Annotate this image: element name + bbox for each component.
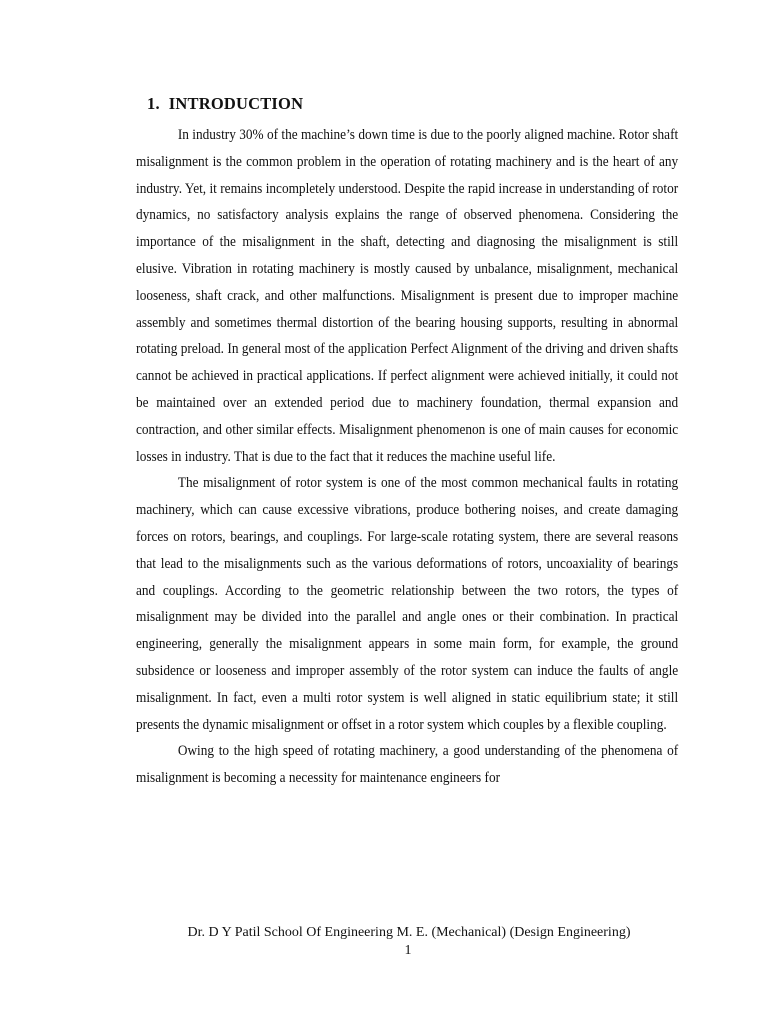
page-footer [0, 924, 768, 960]
body-text [136, 122, 678, 792]
paragraph-2: The misalignment of rotor system is one of the most common mechanical faults in rotating machinery, which can cause excessive vibrations, produce bothering noises, and create damaging forces on rotors, bearings, and couplings. For large-scale rotating system, there are several reasons that lead to the misalignments such as the various deformations of rotors, uncoaxiality of bearings and couplings. According to the geometric relationship between the two rotors, the types of misalignment may be divided into the parallel and angle ones or their combination. In practical engineering, generally the misalignment appears in some main form, for example, the ground subsidence or looseness and improper assembly of the rotor system can induce the faults of angle misalignment. In fact, even a multi rotor system is well aligned in static equilibrium state; it still presents the dynamic misalignment or offset in a rotor system which couples by a flexible coupling. [136, 475, 679, 733]
section-title: INTRODUCTION [168, 94, 304, 113]
paragraph-1: In industry 30% of the machine’s down time is due to the poorly aligned machine. Rotor shaft misalignment is the common problem in the operation of rotating machinery and is the heart of any industry. Yet, it remains incompletely understood. Despite the rapid increase in understanding of rotor dynamics, no satisfactory analysis explains the range of observed phenomena. Considering the importance of the misalignment in the shaft, detecting and diagnosing the misalignment is still elusive. Vibration in rotating machinery is mostly caused by unbalance, misalignment, mechanical looseness, shaft crack, and other malfunctions. Misalignment is present due to improper machine assembly and sometimes thermal distortion of the bearing housing supports, resulting in abnormal rotating preload. In general most of the application Perfect Alignment of the driving and driven shafts cannot be achieved in practical applications. If perfect alignment were achieved initially, it could not be maintained over an extended period due to machinery foundation, thermal expansion and contraction, and other similar effects. Misalignment phenomenon is one of main causes for economic losses in industry. That is due to the fact that it reduces the machine useful life. [136, 127, 679, 465]
footer-institution: Dr. D Y Patil School Of Engineering M. E. (Mechanical) (Design Engineering) [187, 925, 631, 940]
section-number: 1. [147, 94, 160, 113]
section-heading [147, 94, 303, 114]
paragraph-3: Owing to the high speed of rotating machinery, a good understanding of the phenomena of misalignment is becoming a necessity for maintenance engineers for [136, 743, 679, 787]
page-number: 1 [404, 943, 412, 958]
